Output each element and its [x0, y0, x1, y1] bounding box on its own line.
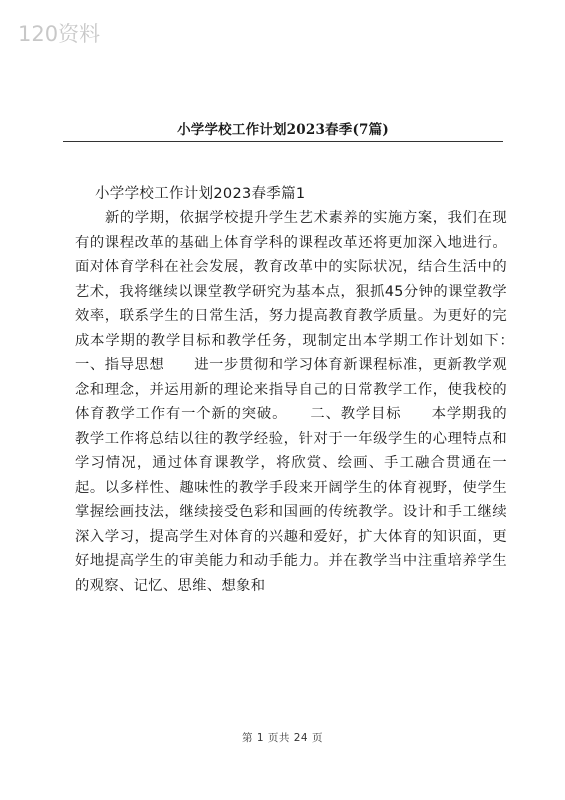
document-title: 小学学校工作计划2023春季(7篇) [177, 122, 389, 138]
watermark: 120资料 [18, 22, 101, 46]
page-indicator: 第 1 页共 24 页 [242, 732, 323, 744]
section-heading: 小学学校工作计划2023春季篇1 [95, 186, 306, 202]
title-underline [63, 141, 503, 142]
body-paragraph: 新的学期，依据学校提升学生艺术素养的实施方案，我们在现有的课程改革的基础上体育学科的课程改革还将更加深入地进行。面对体育学科在社会发展，教育改革中的实际状况，结合生活中的艺术，我将继续以课堂教学研究为基本点，狠抓45分钟的课堂教学效率，联系学生的日常生活，努力提高教育教学质量。为更好的完成本学期的教学目标和教学任务，现制定出本学期工作计划如下： 一、指导思想 进一步贯彻和学习体育新课程标准，更新教学观念和理念，并运用新的理论来指导自己的日常教学工作，使我校的体育教学工作有一个新的突破。 二、教学目标 本学期我的教学工作将总结以往的教学经验，针对于一年级学生的心理特点和学习情况，通过体育课教学，将欣赏、绘画、手工融合贯通在一起。以多样性、趣味性的教学手段来开阔学生的体育视野，使学生掌握绘画技法，继续接受色彩和国画的传统教学。设计和手工继续深入学习，提高学生对体育的兴趣和爱好，扩大体育的知识面，更好地提高学生的审美能力和动手能力。并在教学当中注重培养学生的观察、记忆、思维、想象和 [75, 210, 537, 594]
